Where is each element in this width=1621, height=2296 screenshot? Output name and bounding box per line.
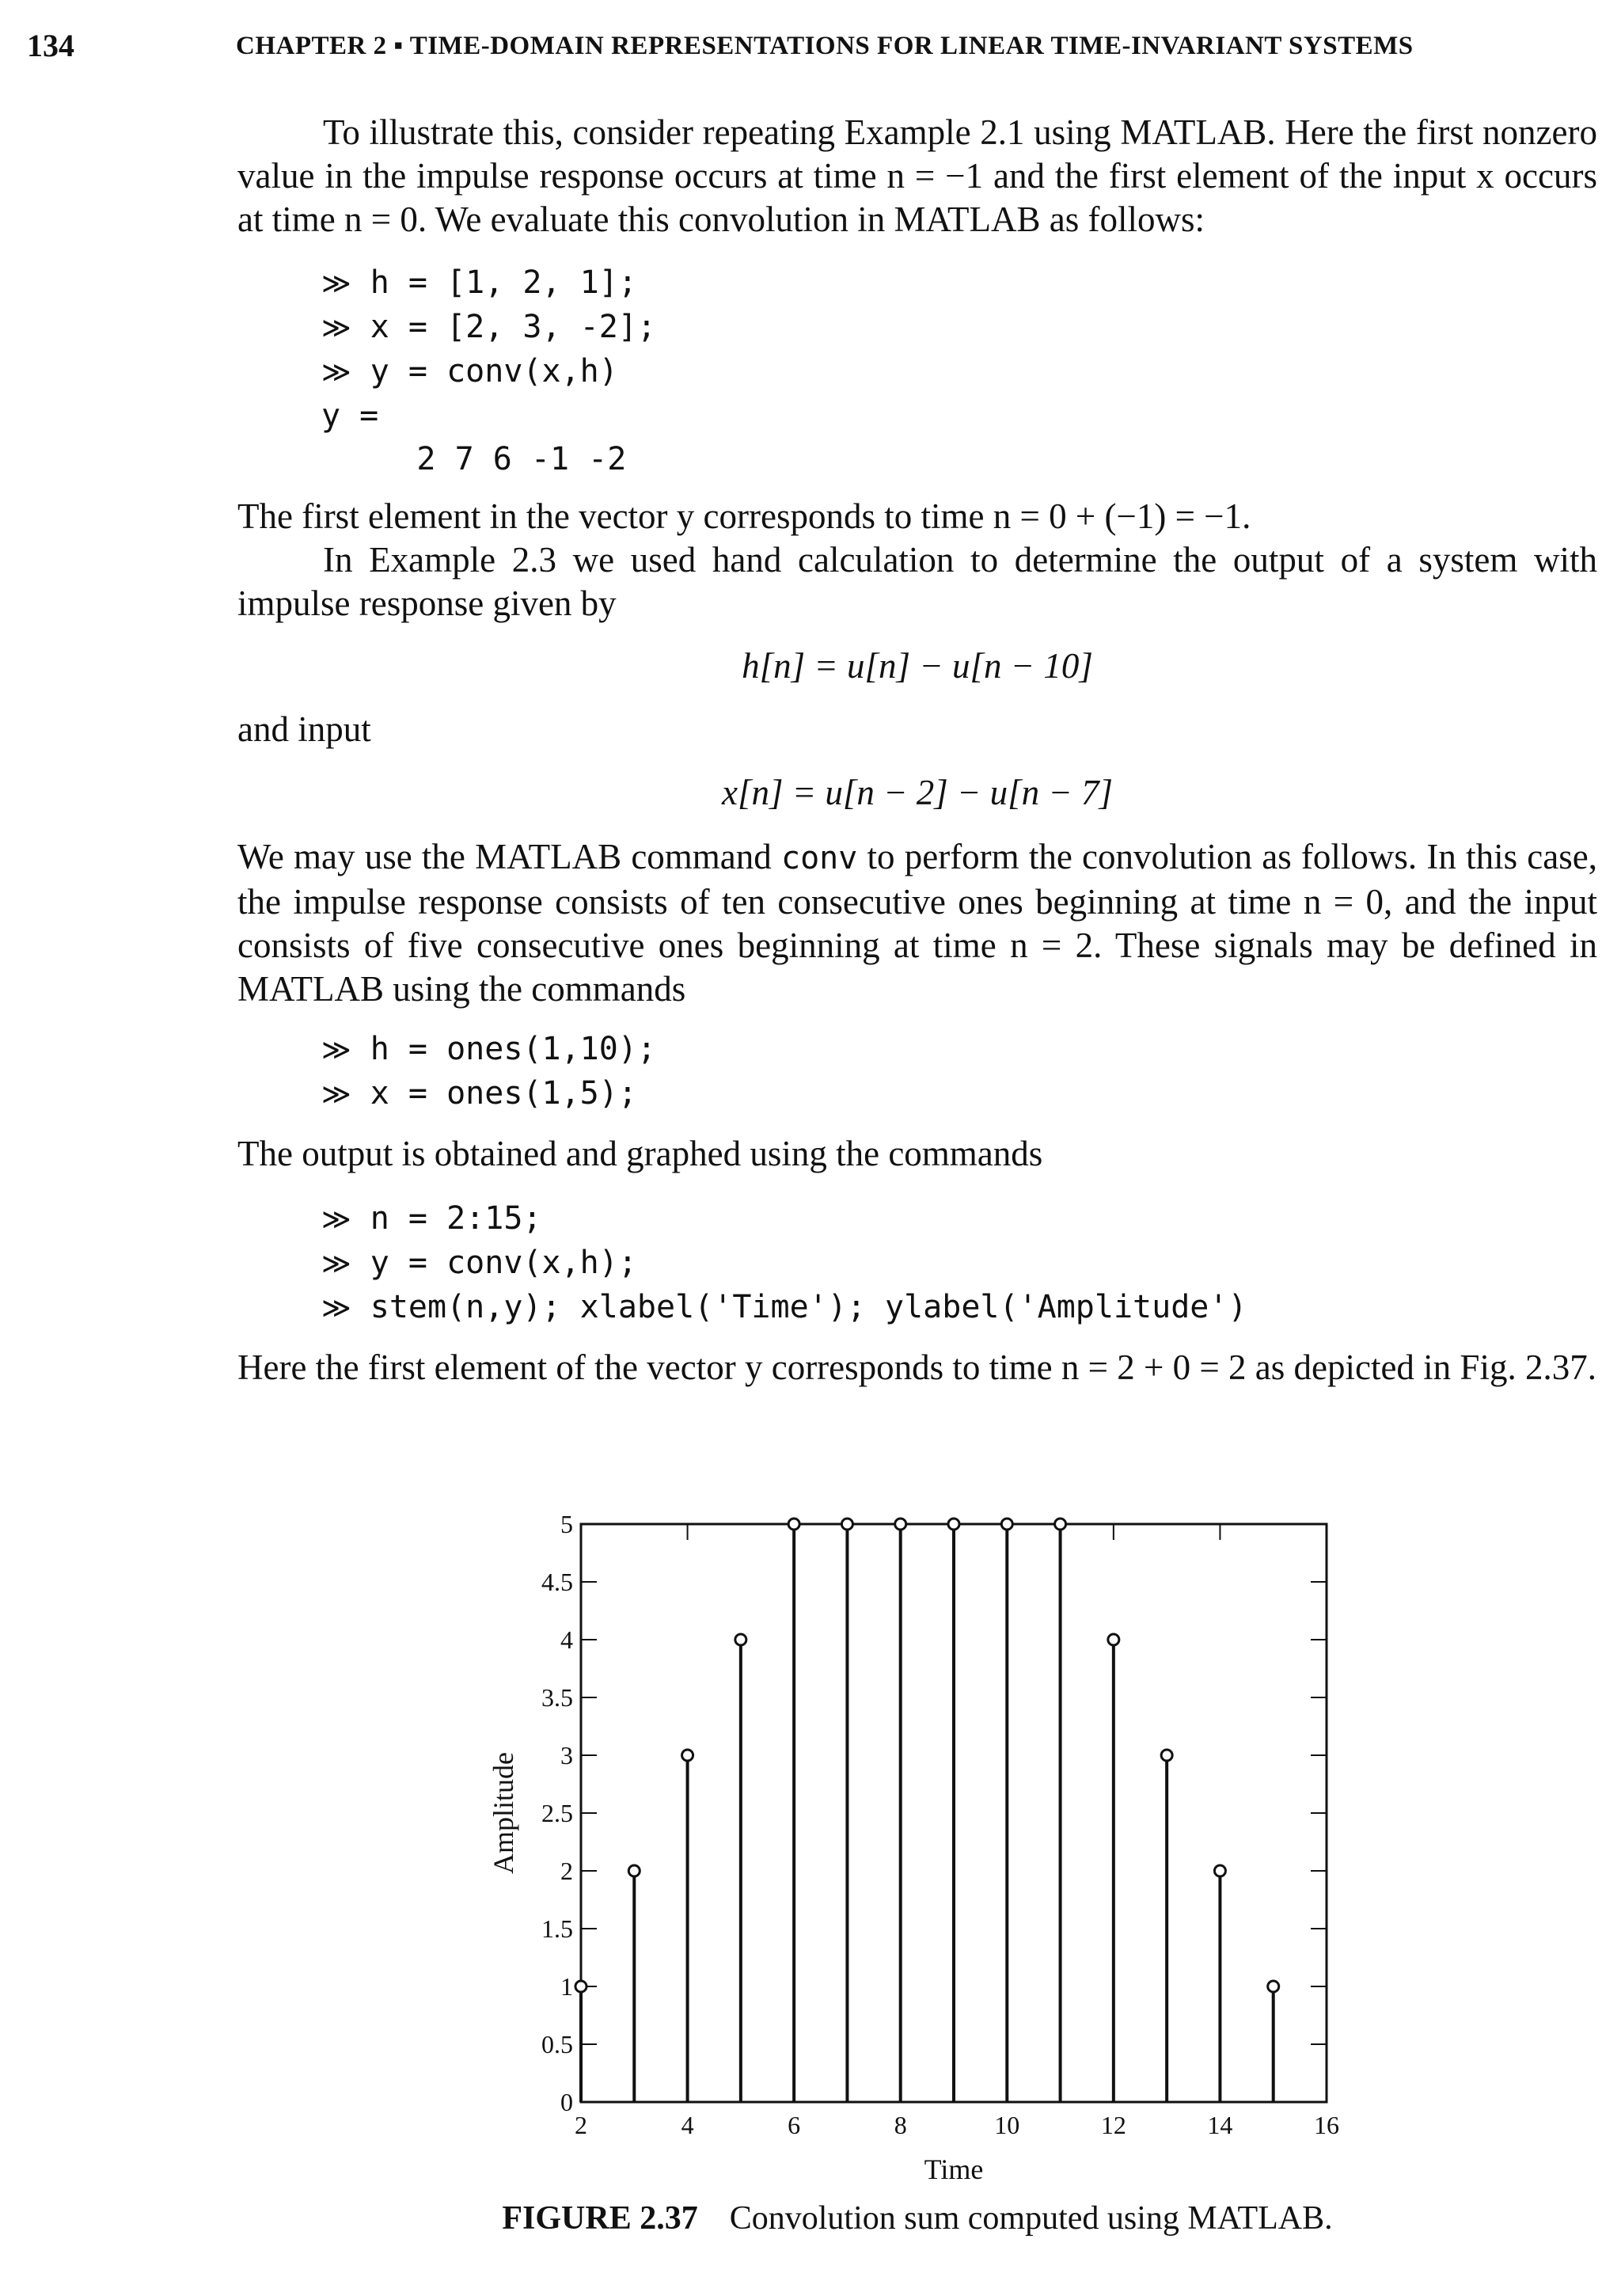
code-text: 2 7 6 -1 -2 (321, 441, 627, 477)
code-text: h = [1, 2, 1]; (351, 264, 637, 301)
prompt-symbol: ≫ (321, 356, 351, 389)
stem-marker (1108, 1634, 1119, 1645)
x-tick-label: 8 (894, 2111, 907, 2139)
x-tick-label: 4 (681, 2111, 694, 2139)
stem-marker (1001, 1519, 1012, 1530)
code-text: stem(n,y); xlabel('Time'); ylabel('Amplitude') (351, 1289, 1247, 1325)
prompt-symbol: ≫ (321, 1203, 351, 1236)
stem-marker (575, 1981, 587, 1992)
y-tick-label: 0.5 (541, 2030, 573, 2058)
paragraph-text: The first element in the vector y corresponds to time n = 0 + (−1) = −1. (237, 496, 1251, 536)
y-tick-label: 4.5 (541, 1568, 573, 1596)
stem-marker (788, 1519, 799, 1530)
stem-marker (948, 1519, 959, 1530)
stem-marker (895, 1519, 906, 1530)
prompt-symbol: ≫ (321, 1248, 351, 1280)
code-text: x = ones(1,5); (351, 1075, 637, 1112)
paragraph-text: Here the first element of the vector y corresponds to time n = 2 + 0 = 2 as depicted in Fig. 2.37. (237, 1348, 1596, 1387)
y-tick-label: 4 (560, 1625, 573, 1654)
paragraph-text: In Example 2.3 we used hand calculation to determine the output of a system with impulse response given by (237, 540, 1597, 623)
prompt-symbol: ≫ (321, 312, 351, 344)
stem-marker (841, 1519, 852, 1530)
stem-marker (1055, 1519, 1066, 1530)
code-text: y = (321, 397, 379, 434)
paragraph-text: to perform the convolution as follows. In this case, the impulse response consists of ten consecutive ones beginning at time n = 0, and the input consists of five consecutive ones beginning at time n = 2. These signals may be defined in MATLAB using the commands (237, 837, 1597, 1009)
y-tick-label: 3.5 (541, 1683, 573, 1712)
y-tick-label: 5 (560, 1510, 573, 1538)
equation-h: h[n] = u[n] − u[n − 10] (742, 646, 1093, 686)
page-number: 134 (27, 28, 74, 63)
y-tick-label: 2.5 (541, 1799, 573, 1827)
code-text: h = ones(1,10); (351, 1031, 656, 1067)
x-tick-label: 12 (1100, 2111, 1126, 2139)
y-tick-label: 3 (560, 1741, 573, 1770)
prompt-symbol: ≫ (321, 268, 351, 300)
figure-caption-text: Convolution sum computed using MATLAB. (729, 2200, 1333, 2237)
x-tick-label: 14 (1207, 2111, 1233, 2139)
y-tick-label: 1 (560, 1972, 573, 2001)
stem-marker (682, 1750, 693, 1761)
x-tick-label: 16 (1314, 2111, 1339, 2139)
prompt-symbol: ≫ (321, 1292, 351, 1325)
running-head: CHAPTER 2 ▪ TIME-DOMAIN REPRESENTATIONS FOR LINEAR TIME-INVARIANT SYSTEMS (236, 32, 1414, 60)
x-tick-label: 2 (575, 2111, 587, 2139)
x-axis-title: Time (924, 2153, 984, 2185)
prompt-symbol: ≫ (321, 1078, 351, 1111)
and-input-text: and input (237, 709, 371, 749)
figure-caption (237, 2199, 1597, 2237)
code-text: n = 2:15; (351, 1200, 542, 1237)
code-text: y = conv(x,h); (351, 1245, 637, 1281)
stem-marker (1214, 1865, 1225, 1876)
inline-code: conv (780, 840, 858, 876)
stem-marker (1161, 1750, 1172, 1761)
paragraph-text: We may use the MATLAB command (237, 837, 781, 876)
code-text: x = [2, 3, -2]; (351, 309, 656, 345)
stem-marker (1268, 1981, 1279, 1992)
stem-marker (628, 1865, 640, 1876)
code-text: y = conv(x,h) (351, 353, 618, 390)
y-tick-label: 1.5 (541, 1914, 573, 1943)
prompt-symbol: ≫ (321, 1034, 351, 1066)
figure-label: FIGURE 2.37 (502, 2200, 698, 2237)
y-tick-label: 2 (560, 1857, 573, 1885)
paragraph-text: The output is obtained and graphed using the commands (237, 1134, 1043, 1173)
stem-marker (735, 1634, 746, 1645)
x-tick-label: 6 (788, 2111, 801, 2139)
y-axis-title: Amplitude (488, 1752, 519, 1874)
equation-x: x[n] = u[n − 2] − u[n − 7] (721, 773, 1113, 812)
y-tick-label: 0 (560, 2088, 573, 2116)
x-tick-label: 10 (994, 2111, 1020, 2139)
paragraph-text: To illustrate this, consider repeating Example 2.1 using MATLAB. Here the first nonzero value in the impulse response occurs at time n = −1 and the first element of the input x occurs at time n = 0. We evaluate this convolution in MATLAB as follows: (237, 112, 1597, 239)
